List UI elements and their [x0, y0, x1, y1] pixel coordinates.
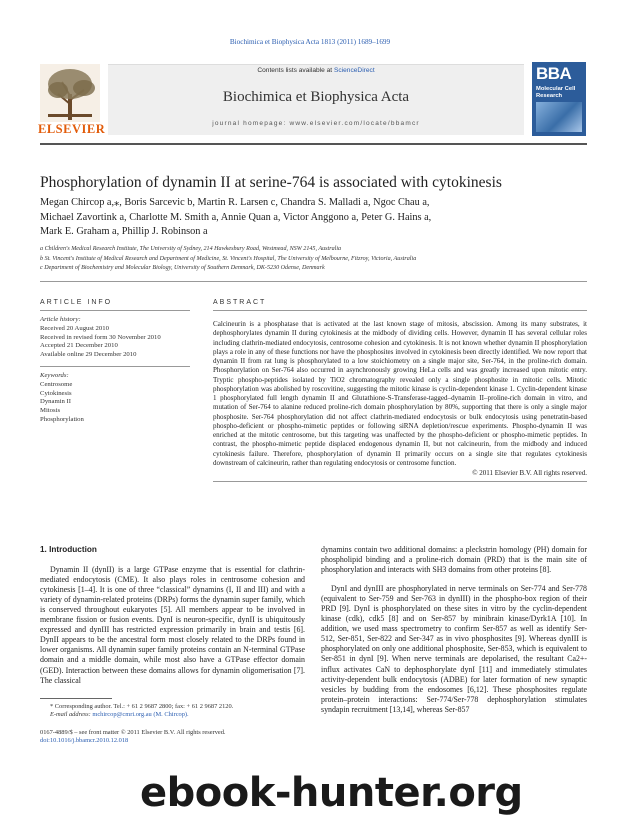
abstract-heading: ABSTRACT	[213, 299, 267, 306]
elsevier-wordmark: ELSEVIER	[38, 122, 106, 136]
journal-homepage[interactable]: journal homepage: www.elsevier.com/locate/bbamcr	[212, 120, 420, 127]
affiliation-a: a Children's Medical Research Institute, The University of Sydney, 214 Hawkesbury Road, Westmead, NSW 2145, Australia	[40, 246, 342, 252]
cover-subtitle-line2: Research	[536, 92, 563, 99]
history-label: Article history:	[40, 316, 81, 323]
body-column-left	[40, 545, 305, 746]
contents-prefix: Contents lists available at	[257, 67, 333, 74]
abstract-bottom-rule	[213, 481, 587, 482]
abstract-section	[213, 299, 587, 482]
affiliation-rule	[40, 281, 587, 282]
revised-date: Received in revised form 30 November 2010	[40, 333, 161, 341]
corresponding-author: * Corresponding author. Tel.: + 61 2 9687 2800; fax: + 61 2 9687 2120.	[50, 702, 234, 710]
affiliations	[40, 245, 590, 274]
watermark-text: ebook-hunter.org	[140, 770, 523, 816]
article-info-heading: ARTICLE INFO	[40, 299, 113, 306]
cover-image	[536, 102, 582, 132]
section-heading-introduction: 1. Introduction	[40, 545, 97, 554]
elsevier-tree-icon	[40, 64, 100, 122]
doi-link[interactable]: doi:10.1016/j.bbamcr.2010.12.018	[40, 737, 129, 745]
journal-masthead	[40, 58, 587, 140]
intro-paragraph-1: Dynamin II (dynII) is a large GTPase enzyme that is essential for clathrin-mediated endocytosis (CME). It also plays roles in centrosome cohesion and cytokinesis [1–4]. It is one of three “classical” dynamins (I, II and III) and with a variety of dynamin-related proteins (DRPs) forms the dynamin super family, which is conserved throughout eukaryotes [5]. All members appear to be involved in membrane fission or fusion events. DynI is neuron-specific, dynII is ubiquitously expressed and dynIII has restricted expression primarily in brain and testis [6]. DynII appears to be the ancestral form most closely related to the DRPs found in lower organisms. All dynamin super family proteins contain an N-terminal GTPase domain and a middle domain, while most also have a GTPase effector domain (GED). Interaction between these domains allows for dynamin oligomerisation [7]. The classical	[40, 565, 305, 685]
accepted-date: Accepted 21 December 2010	[40, 342, 118, 350]
intro-paragraph-3: DynI and dynIII are phosphorylated in nerve terminals on Ser-774 and Ser-778 (equivalent to Ser-759 and Ser-763 in dynIII) in the phospho-box region of their PRD [9]. DynI is phosphorylated on these sites in vitro by the cyclin-dependent kinase (cdk), cdk5 [8] and on Ser-857 by minibrain kinase/Dyrk1A [10]. In addition, we used mass spectrometry to confirm Ser-857 as well as identify Ser-512, Ser-851, Ser-822 and Ser-347 as in vivo phosphosites [9]. Whereas dynIII is phosphorylated on only one additional phosphosite, Ser-853, which is equivalent to Ser-851 in dynI [9]. When nerve terminals are depolarised, the resultant Ca2+-influx activates CaN to dephosphorylate dynI [11] and immediately stimulates activity-dependent bulk endocytosis (ADBE) for later formation of new synaptic vesicles by budding from the endosomes [6,12]. These phosphosites regulate protein–protein interactions: Ser-774/Ser-778 dephosphorylation stimulates syndapin recruitment [13,14], whereas Ser-857	[321, 584, 587, 714]
keywords-rule	[40, 366, 190, 367]
cover-title: BBA	[536, 64, 572, 83]
article-info	[40, 299, 190, 425]
journal-header-box	[108, 64, 524, 135]
watermark-bar	[0, 770, 620, 827]
issn-line: 0167-4889/$ – see front matter © 2011 Elsevier B.V. All rights reserved.	[40, 728, 226, 736]
online-date: Available online 29 December 2010	[40, 351, 137, 359]
journal-title: Biochimica et Biophysica Acta	[222, 89, 410, 105]
affiliation-b: b St. Vincent's Institute of Medical Research and Department of Medicine, St. Vincent's Hospital, The University of Melbourne, Fitzroy, Victoria, Australia	[40, 255, 417, 262]
keyword-item: Centrosome	[40, 380, 73, 388]
email-link[interactable]: mchircop@cmri.org.au (M. Chircop).	[92, 711, 189, 719]
elsevier-logo[interactable]	[38, 64, 106, 138]
authors-line-3: Mark E. Graham a, Phillip J. Robinson a	[40, 226, 208, 237]
abstract-rule	[213, 310, 587, 311]
affiliation-c: c Department of Biochemistry and Molecular Biology, University of Southern Denmark, DK-5230 Odense, Denmark	[40, 265, 325, 271]
keywords-label: Keywords:	[40, 371, 69, 379]
footnote-rule	[40, 698, 112, 699]
authors-line-1: Megan Chircop a,⁎, Boris Sarcevic b, Martin R. Larsen c, Chandra S. Malladi a, Ngoc Chau a,	[40, 197, 430, 208]
front-matter	[40, 729, 305, 746]
email-line	[50, 711, 305, 720]
author-list	[40, 196, 590, 240]
authors-line-2: Michael Zavortink a, Charlotte M. Smith a, Annie Quan a, Victor Anggono a, Peter G. Hains a,	[40, 211, 432, 223]
sciencedirect-link[interactable]: ScienceDirect	[333, 67, 375, 74]
keyword-item: Mitosis	[40, 407, 61, 415]
keyword-item: Phosphorylation	[40, 415, 84, 423]
article-history	[40, 316, 190, 360]
masthead-rule	[40, 143, 587, 145]
body-column-right	[321, 545, 587, 715]
contents-line	[108, 67, 524, 74]
journal-cover[interactable]	[532, 62, 586, 136]
journal-reference[interactable]: Biochimica et Biophysica Acta 1813 (2011) 1689–1699	[229, 38, 391, 46]
article-info-rule	[40, 310, 190, 311]
cover-subtitle	[536, 86, 575, 99]
keywords	[40, 372, 190, 425]
abstract-text: Calcineurin is a phosphatase that is activated at the last known stage of mitosis, abscission. Among its many substrates, it dephosphorylates dynamin II during cytokinesis at the midbody of dividing cells. However, dynamin II has several cellular roles including clathrin-mediated endocytosis, centrosome cohesion and cytokinesis. It is not known whether dynamin II phosphorylation plays a role in any of these functions nor have the phosphosites involved in cytokinesis been directly identified. We now report that dynamin II from rat lung is phosphorylated to a low stoichiometry on a single major site, Ser-764, in the proline-rich domain. Phosphorylation on Ser-764 also occurred in asynchronously growing HeLa cells and was greatly increased upon mitotic entry. Tryptic phospho-peptides isolated by TiO2 chromatography revealed only a single phosphosite in mitotic cells. Mitotic phosphorylation was abolished by roscovitine, suggesting the mitotic kinase is cyclin-dependent kinase 1. Cyclin-dependent kinase 1 phosphorylated full length dynamin II and Glutathione-S-Transferase-tagged–dynamin II–proline-rich domain in vitro, and mutation of Ser-764 to alanine reduced proline-rich domain phosphorylation by 80%, supporting that there is only a single major phosphosite. Ser-764 phosphorylation did not affect clathrin-mediated endocytosis or bulk endocytosis using penetratin-based phospho-deficient or phospho-mimetic peptides or following siRNA depletion/rescue experiments. Phospho-dynamin II was enriched at the mitotic centrosome, but this targeting was unaffected by the phospho-deficient or phospho-mimetic peptides. In contrast, the phospho-mimetic peptide displaced endogenous dynamin II, but not calcineurin, from the midbody and induced cytokinesis failure. Therefore, phosphorylation of dynamin II primarily occurs on a single site that regulates cytokinesis downstream of calcineurin, rather than regulating endocytosis or centrosome function.	[213, 320, 587, 467]
article-title: Phosphorylation of dynamin II at serine-764 is associated with cytokinesis	[40, 174, 502, 191]
copyright: © 2011 Elsevier B.V. All rights reserved.	[472, 469, 587, 477]
footnote-corresponding	[40, 703, 305, 720]
email-label: E-mail address:	[50, 711, 91, 719]
received-date: Received 20 August 2010	[40, 324, 109, 332]
keyword-item: Cytokinesis	[40, 389, 72, 397]
keyword-item: Dynamin II	[40, 398, 72, 406]
intro-paragraph-2: dynamins contain two additional domains: a pleckstrin homology (PH) domain for phospholipid binding and a proline-rich domain (PRD) that is the main site of phosphorylation and interacts with SH3 domains from other proteins [8].	[321, 545, 587, 575]
cover-subtitle-line1: Molecular Cell	[536, 86, 576, 92]
